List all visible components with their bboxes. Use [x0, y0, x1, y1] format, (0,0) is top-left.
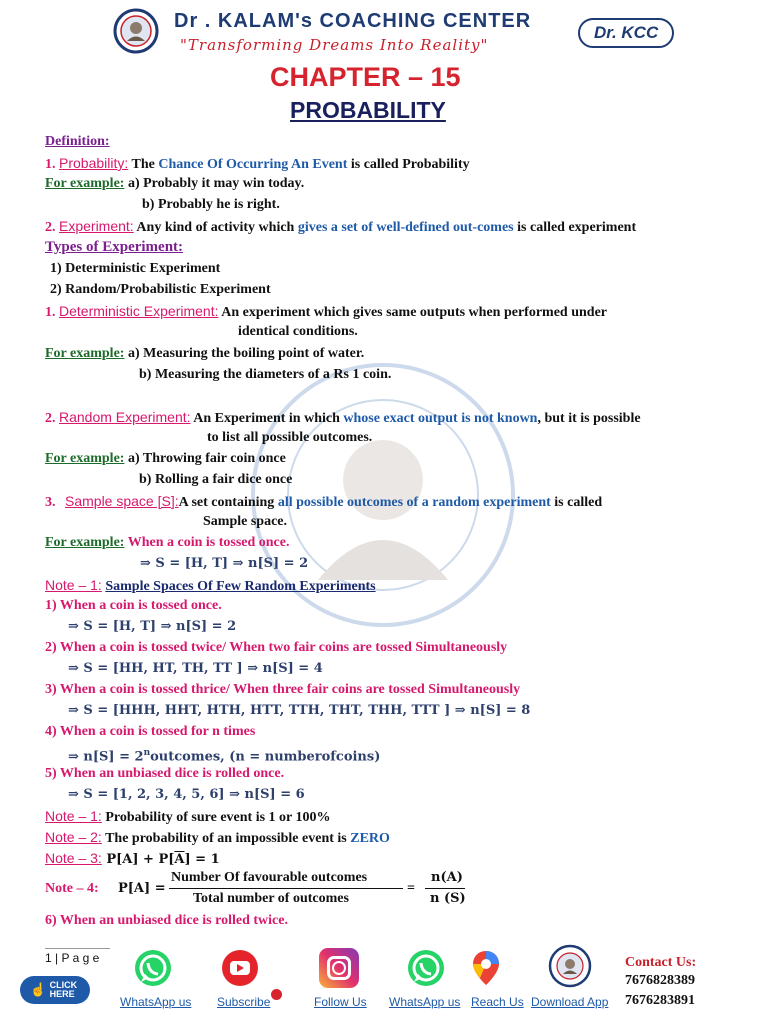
download-app-label[interactable]: Download App [531, 995, 609, 1009]
line-det-example2: b) Measuring the diameters of a Rs 1 coin. [139, 367, 392, 382]
line-sample-example: For example: When a coin is tossed once. [45, 535, 290, 550]
line-experiment: 2. Experiment: Any kind of activity which gives a set of well-defined out-comes is called experiment [45, 218, 637, 235]
example-3: 3) When a coin is tossed thrice/ When three fair coins are tossed Simultaneously [45, 682, 521, 697]
note1-heading: Note – 1: Sample Spaces Of Few Random Experiments [45, 577, 376, 594]
map-pin-icon [472, 950, 500, 986]
note-complement: Note – 3: $P[A] + P[\overline{A}] = 1$ [45, 850, 220, 867]
line-rand-example1: For example: a) Throwing fair coin once [45, 451, 286, 466]
instagram-icon [319, 948, 359, 988]
instagram-link[interactable] [319, 948, 359, 988]
reach-us-label[interactable]: Reach Us [471, 995, 524, 1009]
math-example-3: ⇒ S = [HHH, HHT, HTH, HTT, TTH, THT, THH, TTT ] ⇒ n[S] = 8 [68, 703, 531, 718]
kcc-badge: Dr. KCC [578, 18, 674, 48]
line-prob-example2: b) Probably he is right. [142, 197, 280, 212]
line-deterministic: 1. Deterministic Experiment: An experiment which gives same outputs when performed under [45, 303, 607, 320]
math-example-2: ⇒ S = [HH, HT, TH, TT ] ⇒ n[S] = 4 [68, 661, 323, 676]
line-probability: 1. Probability: The Chance Of Occurring An Event is called Probability [45, 155, 470, 172]
type-random: 2) Random/Probabilistic Experiment [50, 282, 271, 297]
chapter-title: CHAPTER – 15 [270, 62, 461, 92]
whatsapp-icon [406, 948, 446, 988]
line-sample-space: 3. Sample space [S]:A set containing all possible outcomes of a random experiment is called [45, 493, 603, 510]
types-heading: Types of Experiment: [45, 239, 184, 255]
line-random: 2. Random Experiment: An Experiment in which whose exact output is not known, but it is possible [45, 409, 641, 426]
note-sure-event: Note – 1: Probability of sure event is 1 or 100% [45, 808, 331, 825]
maps-link[interactable] [472, 950, 500, 986]
click-here-button[interactable]: ☝ CLICK HERE [20, 976, 90, 1004]
whatsapp-label-1[interactable]: WhatsApp us [120, 995, 192, 1009]
header-title: Dr . KALAM's COACHING CENTER [174, 10, 532, 32]
math-example-4: ⇒ $n[S] = 2^noutcomes$, (n = numberofcoins) [68, 748, 381, 765]
bell-icon [271, 989, 282, 1000]
app-logo-icon [548, 944, 592, 988]
math-example-5: ⇒ S = [1, 2, 3, 4, 5, 6] ⇒ n[S] = 6 [68, 787, 305, 802]
contact-label: Contact Us: [625, 955, 697, 970]
line-prob-example1: For example: a) Probably it may win today. [45, 176, 305, 191]
term-probability: Probability: [59, 155, 129, 171]
term-deterministic: Deterministic Experiment: [59, 303, 219, 319]
youtube-icon [220, 948, 260, 988]
header-logo [113, 8, 159, 54]
download-app-link[interactable] [548, 944, 592, 988]
youtube-link[interactable] [220, 948, 260, 988]
phone-2[interactable]: 7676283891 [625, 993, 695, 1008]
whatsapp-icon [133, 948, 173, 988]
definition-heading: Definition: [45, 134, 110, 149]
term-sample-space: Sample space [S]: [65, 493, 179, 509]
fraction-bar [169, 888, 403, 889]
example-5: 5) When an unbiased dice is rolled once. [45, 766, 285, 781]
header-tagline: "Transforming Dreams Into Reality" [180, 36, 489, 54]
term-experiment: Experiment: [59, 218, 134, 234]
note-formula: Note – 4: P[A] = Number Of favourable outcomes Total number of outcomes = n(A) n (S) [45, 870, 466, 906]
follow-us-label[interactable]: Follow Us [314, 995, 367, 1009]
example-4: 4) When a coin is tossed for n times [45, 724, 256, 739]
whatsapp-label-2[interactable]: WhatsApp us [389, 995, 461, 1009]
type-deterministic: 1) Deterministic Experiment [50, 261, 221, 276]
whatsapp-link-2[interactable] [406, 948, 450, 988]
whatsapp-link-1[interactable] [133, 948, 177, 988]
subject-title: PROBABILITY [290, 97, 446, 123]
math-example-1: ⇒ S = [H, T] ⇒ n[S] = 2 [68, 619, 237, 634]
line-det-example1: For example: a) Measuring the boiling point of water. [45, 346, 365, 361]
example-1: 1) When a coin is tossed once. [45, 598, 222, 613]
line-rand-example2: b) Rolling a fair dice once [139, 472, 293, 487]
math-sample-example: ⇒ S = [H, T] ⇒ n[S] = 2 [140, 556, 309, 571]
term-random: Random Experiment: [59, 409, 191, 425]
example-6: 6) When an unbiased dice is rolled twice. [45, 913, 288, 928]
subscribe-label[interactable]: Subscribe [217, 995, 271, 1009]
phone-1[interactable]: 7676828389 [625, 973, 695, 988]
example-2: 2) When a coin is tossed twice/ When two fair coins are tossed Simultaneously [45, 640, 508, 655]
note-impossible-event: Note – 2: The probability of an impossible event is ZERO [45, 829, 390, 846]
hand-pointer-icon: ☝ [30, 982, 47, 997]
page-number: 1 | P a g e [45, 951, 100, 965]
footer-divider [45, 948, 110, 949]
